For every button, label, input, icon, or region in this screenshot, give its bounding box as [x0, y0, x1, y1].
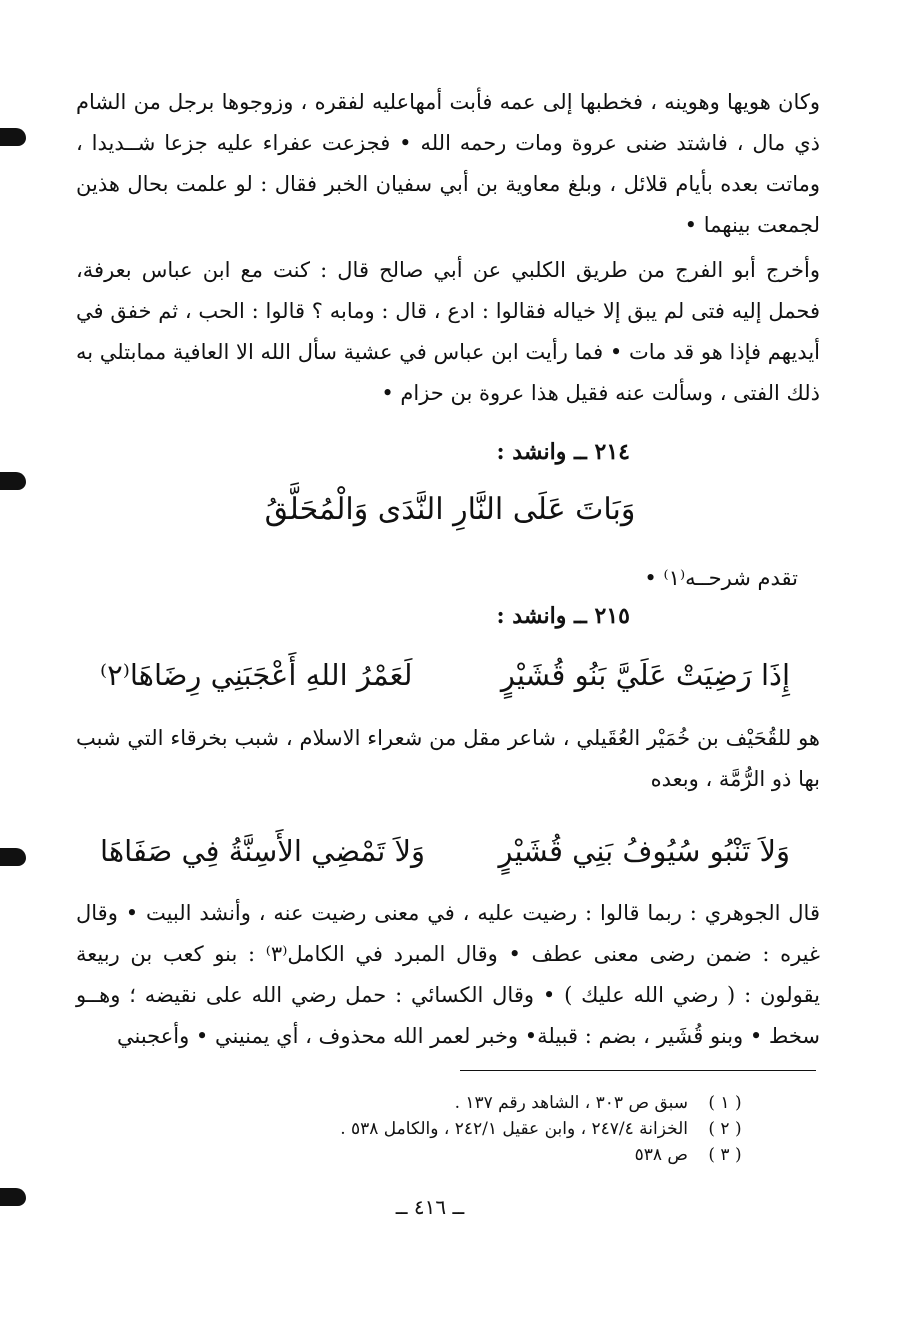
- page-number: ــ ٤١٦ ــ: [395, 1195, 465, 1219]
- footnote-3: [150, 1142, 750, 1168]
- footnote-number: ( ٢ ): [708, 1119, 742, 1139]
- footnote-text: ص ٥٣٨: [634, 1145, 688, 1165]
- footnote-separator: [460, 1070, 816, 1071]
- footnotes: [150, 1090, 750, 1168]
- verse-215: [100, 650, 790, 700]
- verse-215-second-hemistich: لَعَمْرُ اللهِ أَعْجَبَنِي رِضَاهَا⁽٢⁾: [100, 658, 413, 692]
- footnote-number: ( ١ ): [708, 1093, 742, 1113]
- footnote-1: [150, 1090, 750, 1116]
- verse-214: وَبَاتَ عَلَى النَّارِ النَّدَى وَالْمُحَلَّقُ: [264, 492, 636, 527]
- paragraph-qhayf: هو للقُحَيْف بن خُمَيْر العُقَيلي ، شاعر مقل من شعراء الاسلام ، شبب بخرقاء التي شبب بها ذو الرُّمَّة ، وبعده: [76, 726, 820, 791]
- margin-mark: [0, 848, 26, 866]
- margin-mark: [0, 472, 26, 490]
- footnote-text: سبق ص ٣٠٣ ، الشاهد رقم ١٣٧ .: [454, 1093, 688, 1113]
- verse-216-second-hemistich: وَلاَ تَمْضِي الأَسِنَّةُ فِي صَفَاهَا: [100, 834, 426, 868]
- margin-mark: [0, 128, 26, 146]
- verse-216-first-hemistich: وَلاَ تَنْبُو سُيُوفُ بَنِي قُشَيْرٍ: [498, 834, 790, 868]
- footnote-number: ( ٣ ): [708, 1145, 742, 1165]
- paragraph-jawhari: قال الجوهري : ربما قالوا : رضيت عليه ، في معنى رضيت عنه ، وأنشد البيت • وقال غيره : ضمن رضى معنى عطف • وقال المبرد في الكامل⁽٣⁾ : بنو كعب بن ربيعة يقولون : ( رضي الله عليك ) • وقال الكسائي : حمل رضي الله على نقيضه ؛ وهــو سخط • وبنو قُشَير ، بضم : قبيلة• وخبر لعمر الله محذوف ، أي يمنيني • وأعجبني: [76, 901, 820, 1048]
- verse-216: [100, 826, 790, 876]
- verse-215-first-hemistich: إِذَا رَضِيَتْ عَلَيَّ بَنُو قُشَيْرٍ: [500, 658, 790, 692]
- sharh-note: تقدم شرحــه⁽١⁾ •: [644, 566, 798, 590]
- margin-mark: [0, 1188, 26, 1206]
- paragraph-abu-al-faraj: وأخرج أبو الفرج من طريق الكلبي عن أبي صالح قال : كنت مع ابن عباس بعرفة، فحمل إليه فتى لم يبق إلا خياله فقالوا : ادع ، قال : ومابه ؟ قالوا : الحب ، ثم خفق في أيديهم فإذا هو قد مات • فما رأيت ابن عباس في عشية سأل الله الا العافية ممابتلي به ذلك الفتى ، وسألت عنه فقيل هذا عروة بن حزام •: [76, 258, 821, 405]
- heading-verse-214: ٢١٤ ــ وانشد :: [496, 439, 630, 465]
- heading-verse-215: ٢١٥ ــ وانشد :: [496, 603, 630, 629]
- paragraph-urwa-story: وكان هويها وهوينه ، فخطبها إلى عمه فأبت أمهاعليه لفقره ، وزوجوها برجل من الشام ذي مال ، فاشتد ضنى عروة ومات رحمه الله • فجزعت عفراء عليه جزعا شــديدا ، وماتت بعده بأيام قلائل ، وبلغ معاوية بن أبي سفيان الخبر فقال : لو علمت بحال هذين لجمعت بينهما •: [76, 90, 820, 237]
- footnote-2: [150, 1116, 750, 1142]
- footnote-text: الخزانة ٢٤٧/٤ ، وابن عقيل ٢٤٢/١ ، والكامل ٥٣٨ .: [340, 1119, 688, 1139]
